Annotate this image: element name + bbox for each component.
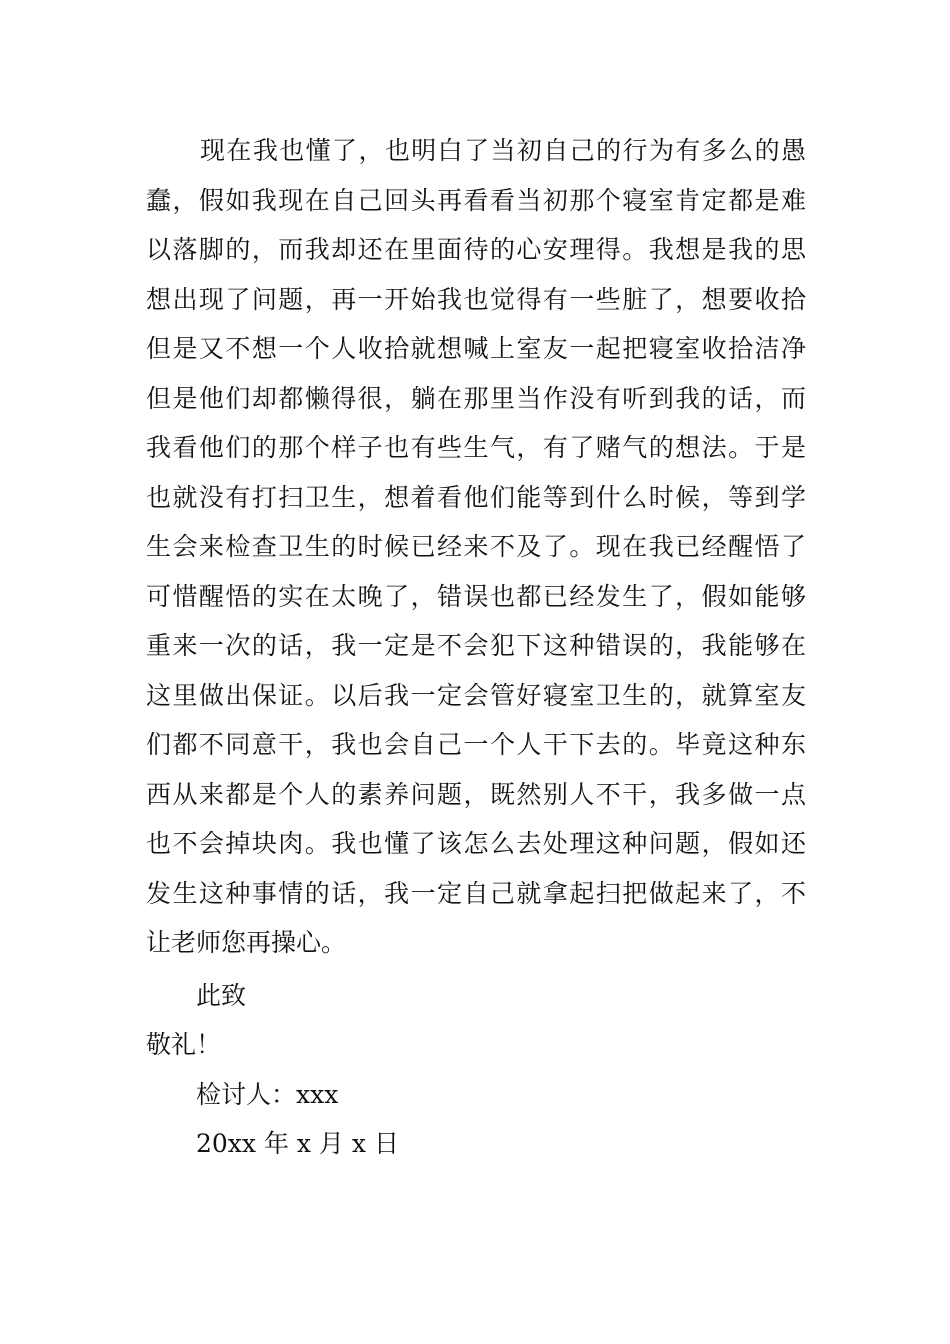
- closing-regards: 敬礼！: [146, 1030, 222, 1059]
- paragraph-line: 蠢，假如我现在自己回头再看看当初那个寝室肯定都是难: [146, 185, 806, 215]
- paragraph-line: 重来一次的话，我一定是不会犯下这种错误的，我能够在: [146, 631, 806, 660]
- paragraph-line: 发生这种事情的话，我一定自己就拿起扫把做起来了，不: [146, 878, 806, 908]
- paragraph-line: 生会来检查卫生的时候已经来不及了。现在我已经醒悟了: [146, 532, 806, 561]
- paragraph-line: 以落脚的，而我却还在里面待的心安理得。我想是我的思: [146, 235, 806, 264]
- paragraph-line: 也就没有打扫卫生，想着看他们能等到什么时候，等到学: [146, 482, 806, 512]
- letter-body-paragraph: [146, 126, 806, 968]
- paragraph-line: 这里做出保证。以后我一定会管好寝室卫生的，就算室友: [146, 680, 806, 710]
- paragraph-line: 让老师您再操心。: [146, 928, 347, 957]
- paragraph-line: 也不会掉块肉。我也懂了该怎么去处理这种问题，假如还: [146, 829, 806, 858]
- signer-line: 检讨人：xxx: [196, 1080, 339, 1109]
- paragraph-line: 但是又不想一个人收拾就想喊上室友一起把寝室收拾洁净: [146, 334, 806, 363]
- closing-salutation: 此致: [196, 981, 247, 1010]
- paragraph-line: 想出现了问题，再一开始我也觉得有一些脏了，想要收拾: [146, 284, 806, 314]
- paragraph-line: 我看他们的那个样子也有些生气，有了赌气的想法。于是: [146, 433, 806, 462]
- date-line: 20xx 年 x 月 x 日: [196, 1129, 399, 1158]
- paragraph-line: 西从来都是个人的素养问题，既然别人不干，我多做一点: [146, 779, 806, 809]
- paragraph-line: 但是他们却都懒得很，躺在那里当作没有听到我的话，而: [146, 383, 806, 413]
- paragraph-line: 可惜醒悟的实在太晚了，错误也都已经发生了，假如能够: [146, 581, 806, 611]
- paragraph-line: 们都不同意干，我也会自己一个人干下去的。毕竟这种东: [146, 730, 806, 759]
- paragraph-line: 现在我也懂了，也明白了当初自己的行为有多么的愚: [200, 136, 806, 165]
